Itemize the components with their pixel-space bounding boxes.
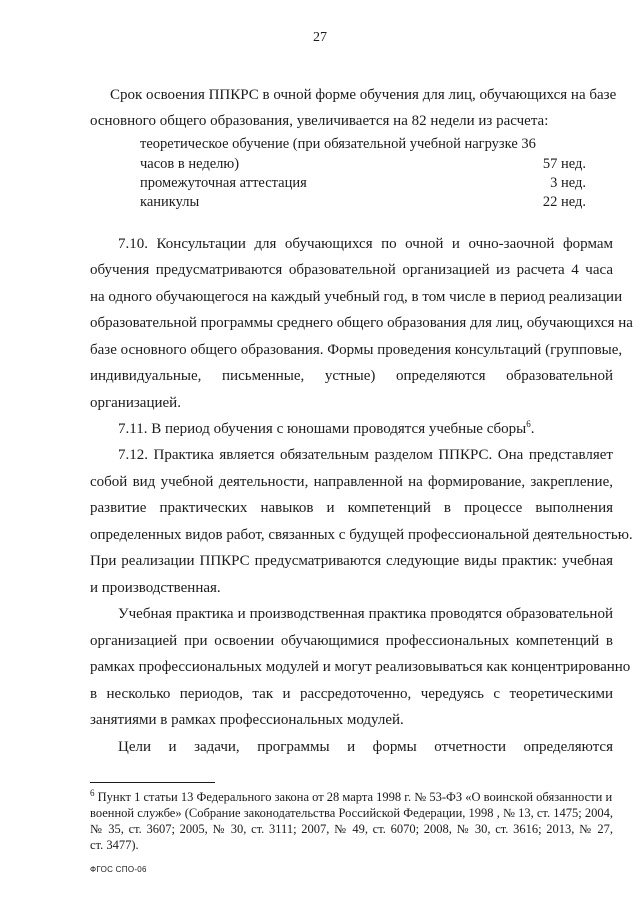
paragraph-7-12-line: определенных видов работ, связанных с будущей профессиональной деятельностью. bbox=[90, 527, 633, 543]
schedule-item-label: промежуточная аттестация bbox=[140, 175, 307, 191]
paragraph-7-10-line: организацией. bbox=[90, 395, 181, 411]
paragraph-7-12-line: При реализации ППКРС предусматриваются следующие виды практик: учебная bbox=[90, 553, 613, 569]
footnote-line: № 35, ст. 3607; 2005, № 30, ст. 3111; 2007, № 49, ст. 6070; 2008, № 30, ст. 3616; 2013, № 27, bbox=[90, 822, 613, 836]
paragraph-practice-line: рамках профессиональных модулей и могут реализовываться как концентрированно bbox=[90, 659, 631, 675]
paragraph-goals-line: Цели и задачи, программы и формы отчетности определяются bbox=[118, 739, 613, 755]
paragraph-7-11 bbox=[118, 418, 613, 440]
paragraph-7-10-line: обучения предусматриваются образовательной организацией из расчета 4 часа bbox=[90, 262, 613, 278]
paragraph-7-10-line: на одного обучающегося на каждый учебный год, в том числе в период реализации bbox=[90, 289, 623, 305]
paragraph-7-10-line: индивидуальные, письменные, устные) определяются образовательной bbox=[90, 368, 613, 384]
paragraph-7-11-end: . bbox=[530, 421, 535, 437]
schedule-item-value: 22 нед. bbox=[542, 194, 586, 210]
footer-code: ФГОС СПО-06 bbox=[90, 865, 147, 874]
footnote-line: ст. 3477). bbox=[90, 838, 139, 852]
footnote-separator bbox=[90, 782, 215, 783]
footnote-line: военной службе» (Собрание законодательства Российской Федерации, 1998 , № 13, ст. 1475; 2004, bbox=[90, 806, 613, 820]
intro-line-1: Срок освоения ППКРС в очной форме обучения для лиц, обучающихся на базе bbox=[110, 87, 617, 103]
page-number: 27 bbox=[313, 30, 327, 45]
footnote-text: Пункт 1 статьи 13 Федерального закона от 28 марта 1998 г. № 53-ФЗ «О воинской обязанности и bbox=[97, 790, 613, 804]
paragraph-7-12-line: и производственная. bbox=[90, 580, 221, 596]
footnote-line bbox=[90, 789, 613, 805]
schedule-item-label: теоретическое обучение (при обязательной учебной нагрузке 36 bbox=[140, 136, 536, 152]
paragraph-7-11-text: 7.11. В период обучения с юношами проводятся учебные сборы bbox=[118, 421, 527, 437]
schedule-item-value: 57 нед. bbox=[542, 156, 586, 172]
paragraph-practice-line: занятиями в рамках профессиональных модулей. bbox=[90, 712, 404, 728]
paragraph-7-12-line: развитие практических навыков и компетенций в процессе выполнения bbox=[90, 500, 613, 516]
paragraph-7-12-line: собой вид учебной деятельности, направленной на формирование, закрепление, bbox=[90, 474, 613, 490]
paragraph-practice-line: организацией при освоении обучающимися профессиональных компетенций в bbox=[90, 633, 613, 649]
intro-line-2: основного общего образования, увеличивается на 82 недели из расчета: bbox=[90, 113, 549, 129]
paragraph-7-12-line: 7.12. Практика является обязательным разделом ППКРС. Она представляет bbox=[118, 447, 613, 463]
schedule-item-label: часов в неделю) bbox=[140, 156, 240, 172]
paragraph-practice-line: Учебная практика и производственная практика проводятся образовательной bbox=[118, 606, 613, 622]
paragraph-7-10-line: образовательной программы среднего общего образования для лиц, обучающихся на bbox=[90, 315, 633, 331]
paragraph-practice-line: в несколько периодов, так и рассредоточенно, чередуясь с теоретическими bbox=[90, 686, 613, 702]
schedule-item-value: 3 нед. bbox=[550, 175, 586, 191]
footnote-number: 6 bbox=[90, 787, 95, 798]
paragraph-7-10-line: 7.10. Консультации для обучающихся по очной и очно-заочной формам bbox=[118, 236, 613, 252]
footnote-ref: 6 bbox=[526, 419, 531, 429]
schedule-item-label: каникулы bbox=[140, 194, 200, 210]
paragraph-7-10-line: базе основного общего образования. Формы проведения консультаций (групповые, bbox=[90, 342, 623, 358]
